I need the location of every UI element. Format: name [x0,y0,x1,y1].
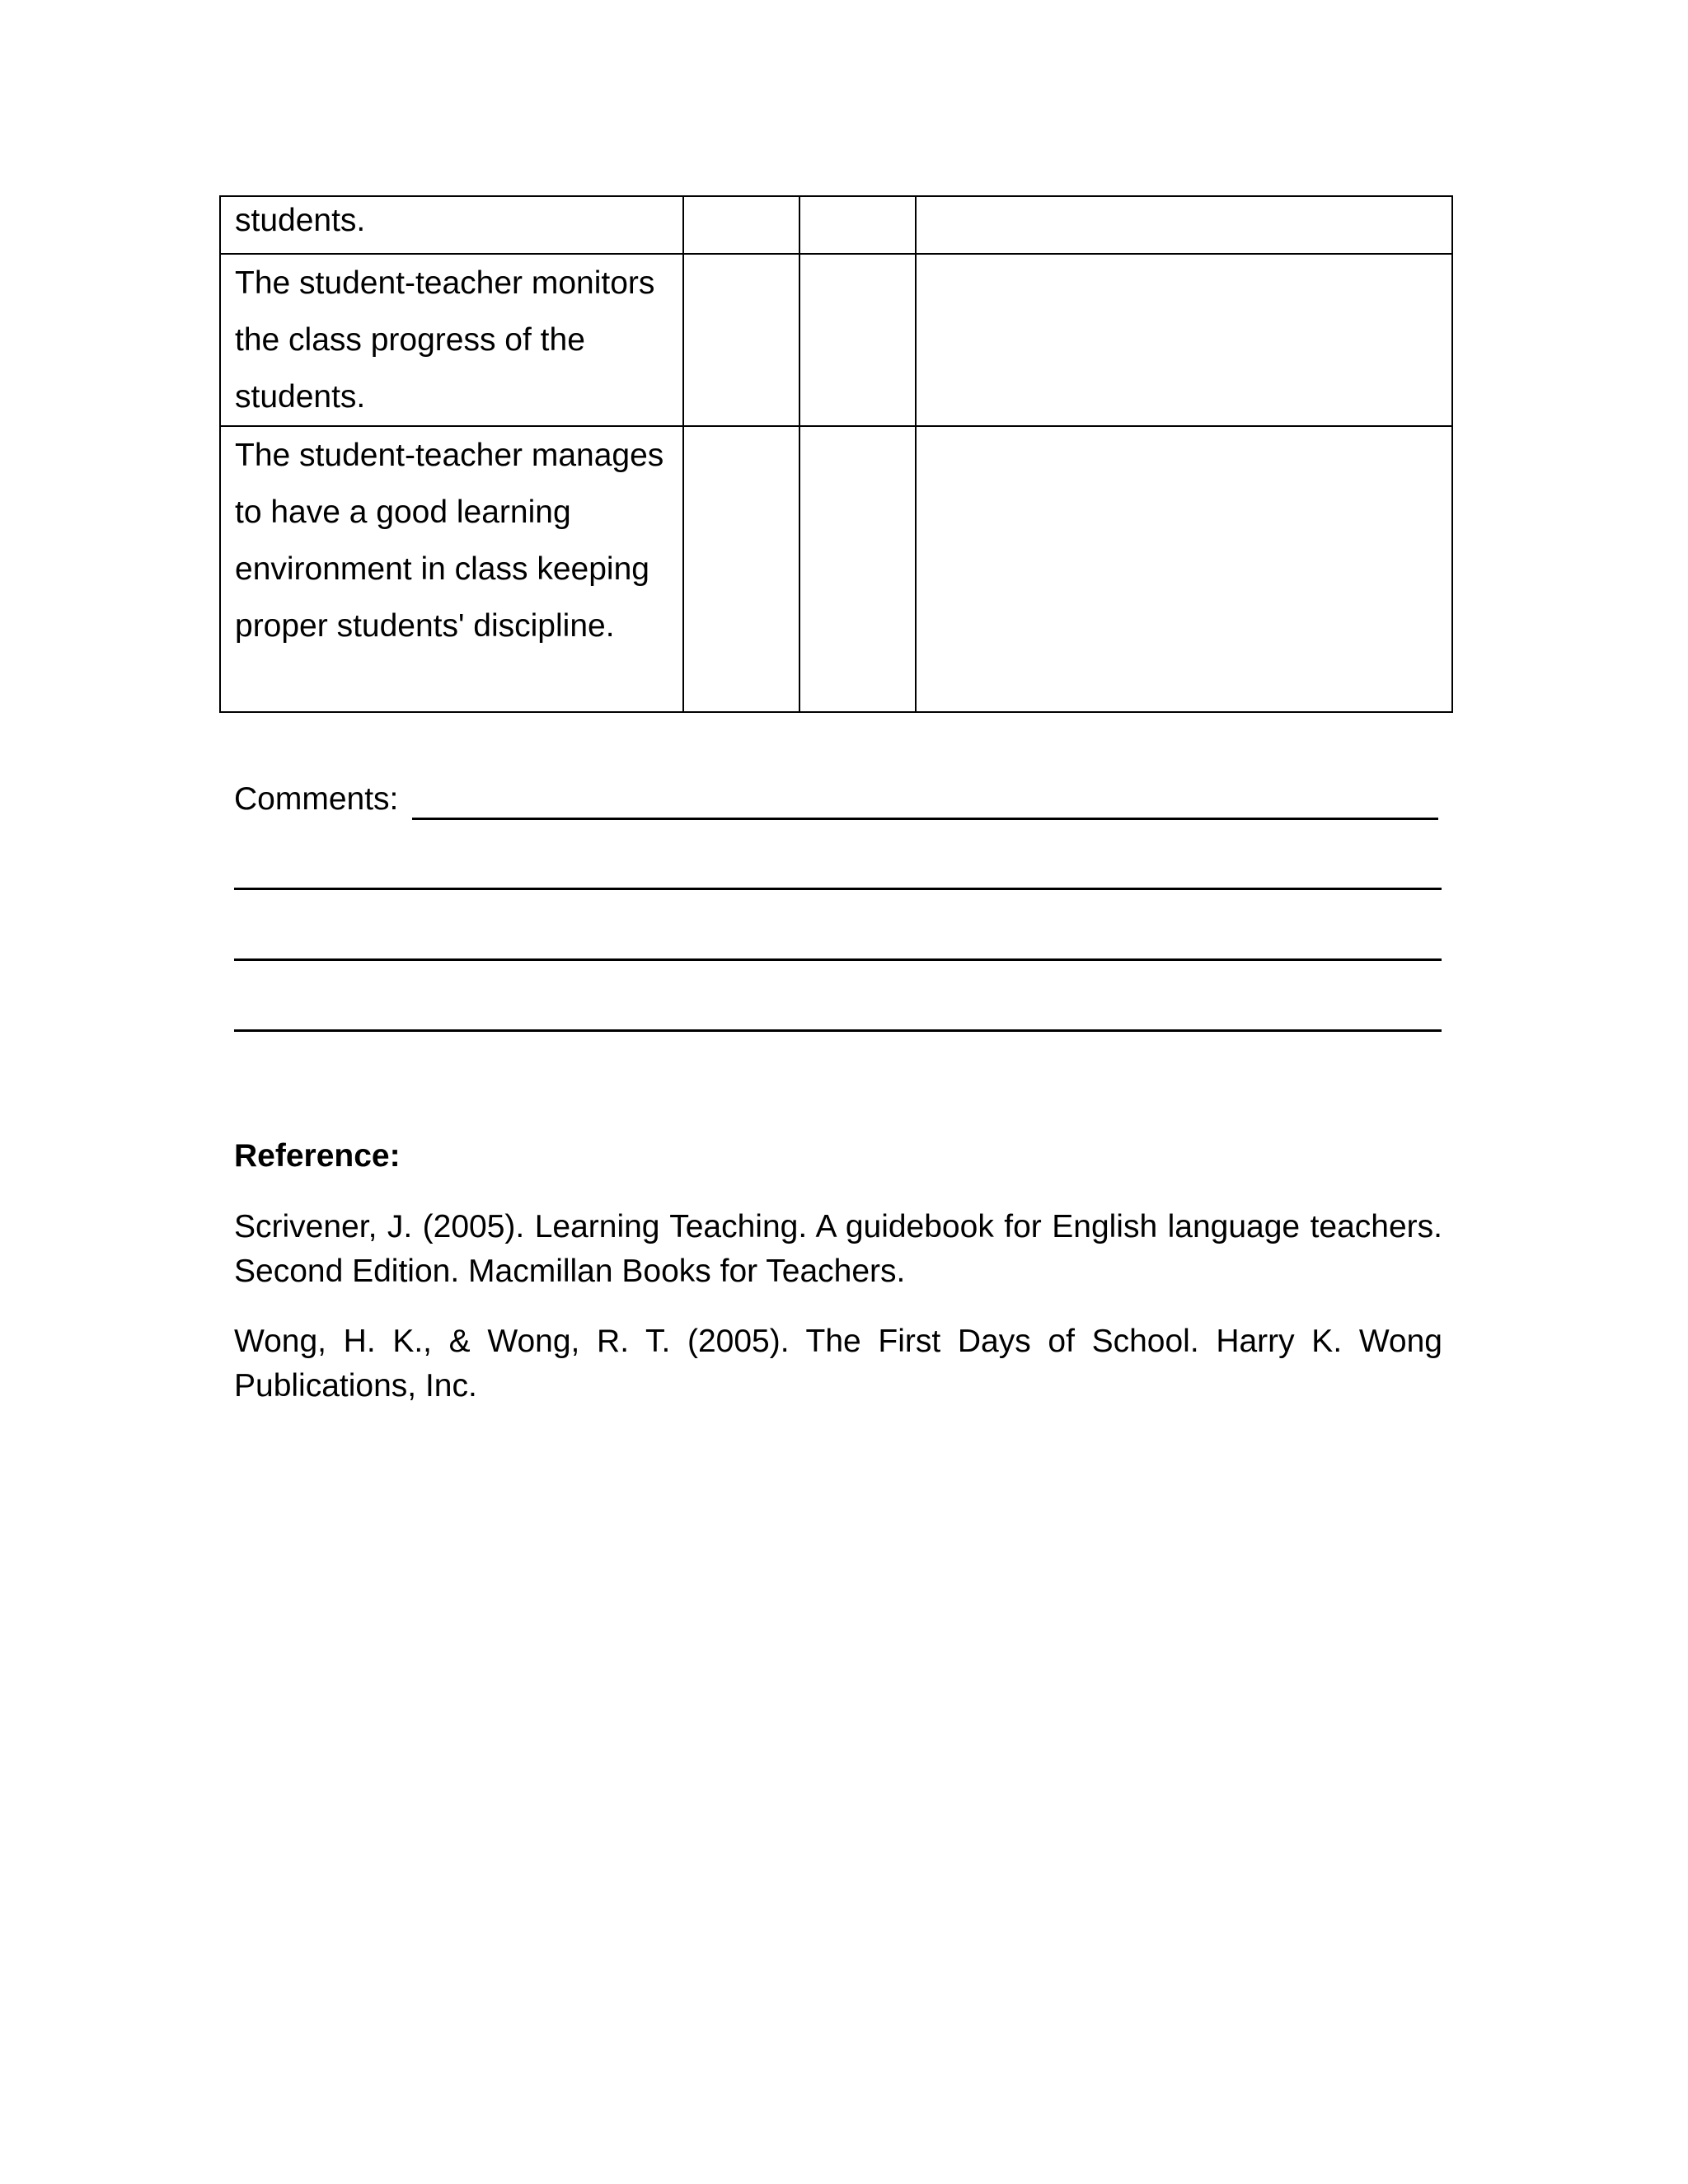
rating-cell[interactable] [799,426,916,712]
criterion-cell [220,196,683,254]
comment-line[interactable] [234,1029,1442,1032]
criterion-text: The student-teacher monitors the class progress of the students. [235,265,655,415]
comment-line[interactable] [234,958,1442,961]
criterion-cell [220,254,683,426]
reference-heading: Reference: [234,1138,401,1174]
table-row [220,426,1452,712]
notes-cell[interactable] [916,254,1452,426]
rating-cell[interactable] [683,254,799,426]
reference-entry: Scrivener, J. (2005). Learning Teaching. A guidebook for English language teachers. Second Edition. Macmillan Books for Teachers. [234,1209,1442,1289]
comment-line[interactable] [234,888,1442,890]
evaluation-table [219,195,1453,713]
rating-cell[interactable] [799,196,916,254]
rating-cell[interactable] [683,426,799,712]
reference-entry: Wong, H. K., & Wong, R. T. (2005). The First Days of School. Harry K. Wong Publications, Inc. [234,1324,1442,1404]
table-row [220,254,1452,426]
criterion-text: The student-teacher manages to have a good learning environment in class keeping proper students' discipline. [235,438,664,644]
rating-cell[interactable] [683,196,799,254]
criterion-text: students. [235,203,366,238]
notes-cell[interactable] [916,426,1452,712]
criterion-cell [220,426,683,712]
notes-cell[interactable] [916,196,1452,254]
rating-cell[interactable] [799,254,916,426]
comment-line[interactable] [412,818,1438,820]
comments-label: Comments: [234,781,399,817]
table-row [220,196,1452,254]
